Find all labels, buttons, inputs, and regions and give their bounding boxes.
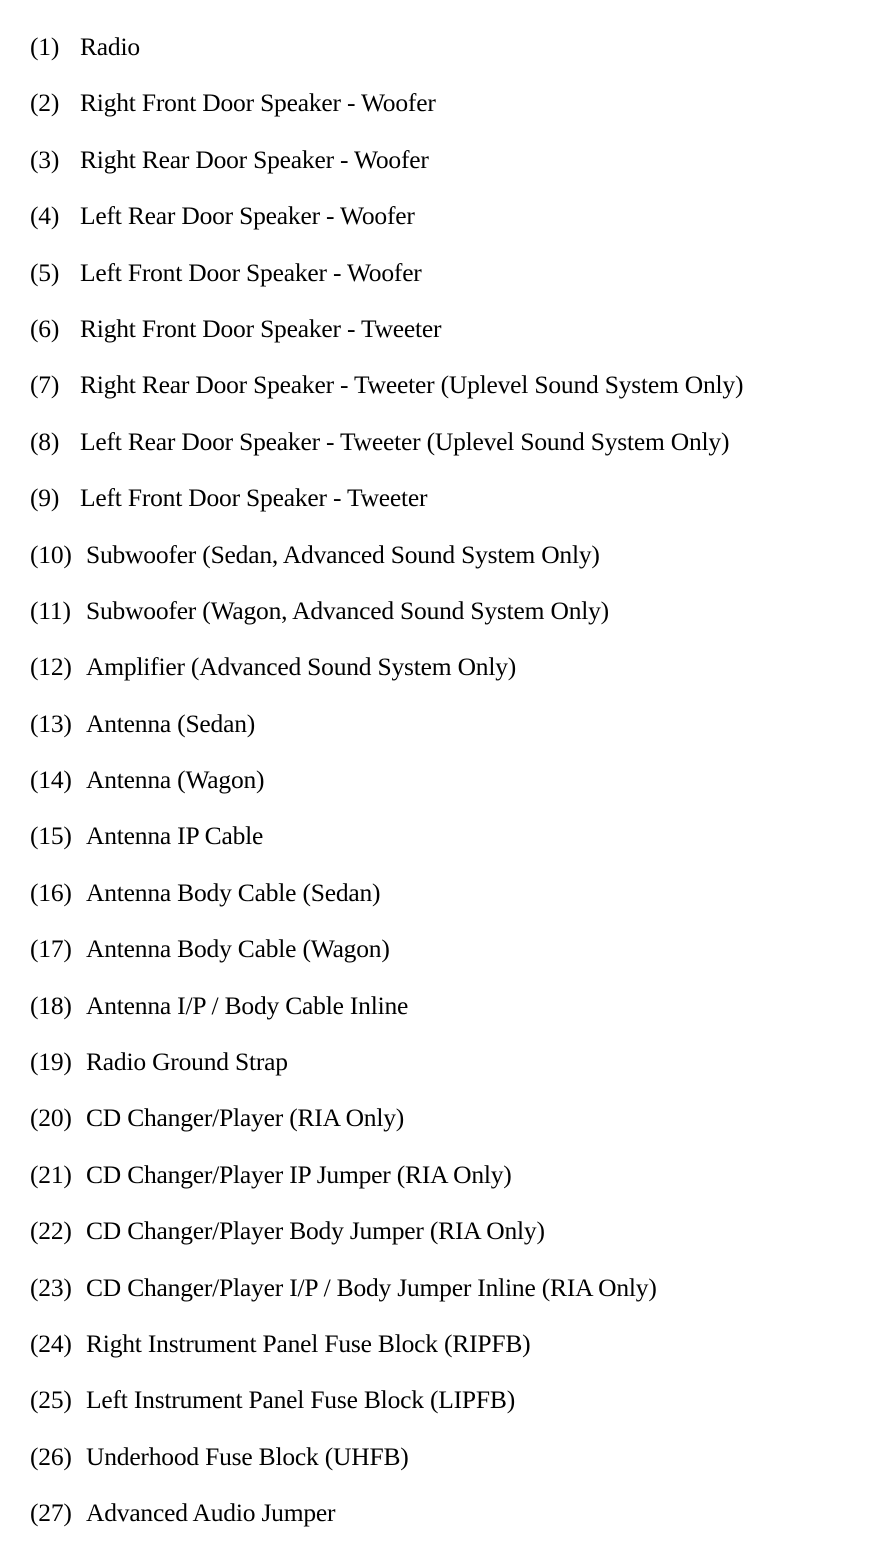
legend-item-number: (3) [30,144,60,174]
legend-item-label: Underhood Fuse Block (UHFB) [86,1441,409,1471]
legend-item-number: (13) [30,708,72,738]
legend-item [30,83,880,139]
legend-item-label: Left Instrument Panel Fuse Block (LIPFB) [86,1385,515,1415]
legend-item-number: (23) [30,1272,72,1302]
legend-item [30,1098,880,1154]
legend-item-number: (27) [30,1498,72,1528]
legend-item [30,986,880,1042]
legend-item-number: (24) [30,1328,72,1358]
legend-item [30,760,880,816]
legend-item-number: (11) [30,595,71,625]
legend-item-number: (14) [30,765,72,795]
legend-item [30,196,880,252]
legend-item [30,535,880,591]
legend-item-number: (5) [30,257,60,287]
legend-item [30,1211,880,1267]
legend-item-number: (25) [30,1385,72,1415]
legend-item [30,27,880,83]
legend-item-number: (6) [30,313,60,343]
legend-item [30,1155,880,1211]
legend-item-label: Antenna I/P / Body Cable Inline [86,990,409,1020]
legend-item-number: (17) [30,934,72,964]
legend-item [30,309,880,365]
legend-item-label: Left Front Door Speaker - Woofer [80,257,422,287]
legend-item [30,422,880,478]
legend-item [30,591,880,647]
legend-item-number: (16) [30,877,72,907]
legend-item-label: Left Front Door Speaker - Tweeter [80,483,428,513]
legend-item-label: Radio Ground Strap [86,1047,288,1077]
legend-item-number: (22) [30,1216,72,1246]
legend-item-label: Left Rear Door Speaker - Woofer [80,201,415,231]
legend-item [30,253,880,309]
legend-item [30,1493,880,1549]
component-legend-list [30,27,880,1550]
legend-item-label: Subwoofer (Sedan, Advanced Sound System Only) [86,539,600,569]
legend-item-number: (2) [30,88,60,118]
legend-item [30,873,880,929]
legend-item-number: (19) [30,1047,72,1077]
legend-item-number: (8) [30,426,60,456]
legend-item-label: Right Rear Door Speaker - Woofer [80,144,429,174]
legend-item-label: Antenna Body Cable (Sedan) [86,877,381,907]
legend-item-number: (21) [30,1159,72,1189]
legend-item-number: (20) [30,1103,72,1133]
legend-item-label: CD Changer/Player Body Jumper (RIA Only) [86,1216,545,1246]
legend-item [30,1380,880,1436]
legend-item [30,704,880,760]
legend-item-number: (9) [30,483,60,513]
legend-item-label: Right Front Door Speaker - Woofer [80,88,436,118]
legend-item-number: (26) [30,1441,72,1471]
legend-item-label: CD Changer/Player (RIA Only) [86,1103,405,1133]
legend-item [30,140,880,196]
legend-item-label: Left Rear Door Speaker - Tweeter (Uplevel Sound System Only) [80,426,730,456]
legend-item-label: Advanced Audio Jumper [86,1498,336,1528]
legend-item-label: Antenna (Wagon) [86,765,265,795]
legend-item [30,1268,880,1324]
legend-item-label: Right Rear Door Speaker - Tweeter (Uplevel Sound System Only) [80,370,744,400]
legend-item [30,478,880,534]
legend-item-label: Antenna (Sedan) [86,708,256,738]
legend-item-number: (4) [30,201,60,231]
legend-item-label: Antenna IP Cable [86,821,264,851]
legend-item-label: Amplifier (Advanced Sound System Only) [86,652,517,682]
legend-item [30,647,880,703]
legend-item [30,1437,880,1493]
legend-item-label: Subwoofer (Wagon, Advanced Sound System Only) [86,595,609,625]
legend-item-label: CD Changer/Player IP Jumper (RIA Only) [86,1159,512,1189]
legend-item-number: (10) [30,539,72,569]
legend-item-number: (12) [30,652,72,682]
legend-item-label: Radio [80,32,140,61]
legend-item [30,1324,880,1380]
legend-item-label: CD Changer/Player I/P / Body Jumper Inline (RIA Only) [86,1272,657,1302]
legend-item-number: (1) [30,32,60,61]
legend-item [30,816,880,872]
legend-item-number: (15) [30,821,72,851]
legend-item-label: Antenna Body Cable (Wagon) [86,934,390,964]
legend-item [30,1042,880,1098]
legend-item-number: (18) [30,990,72,1020]
legend-item [30,929,880,985]
legend-item-label: Right Front Door Speaker - Tweeter [80,313,442,343]
legend-item-label: Right Instrument Panel Fuse Block (RIPFB) [86,1328,531,1358]
legend-item [30,365,880,421]
legend-item-number: (7) [30,370,60,400]
